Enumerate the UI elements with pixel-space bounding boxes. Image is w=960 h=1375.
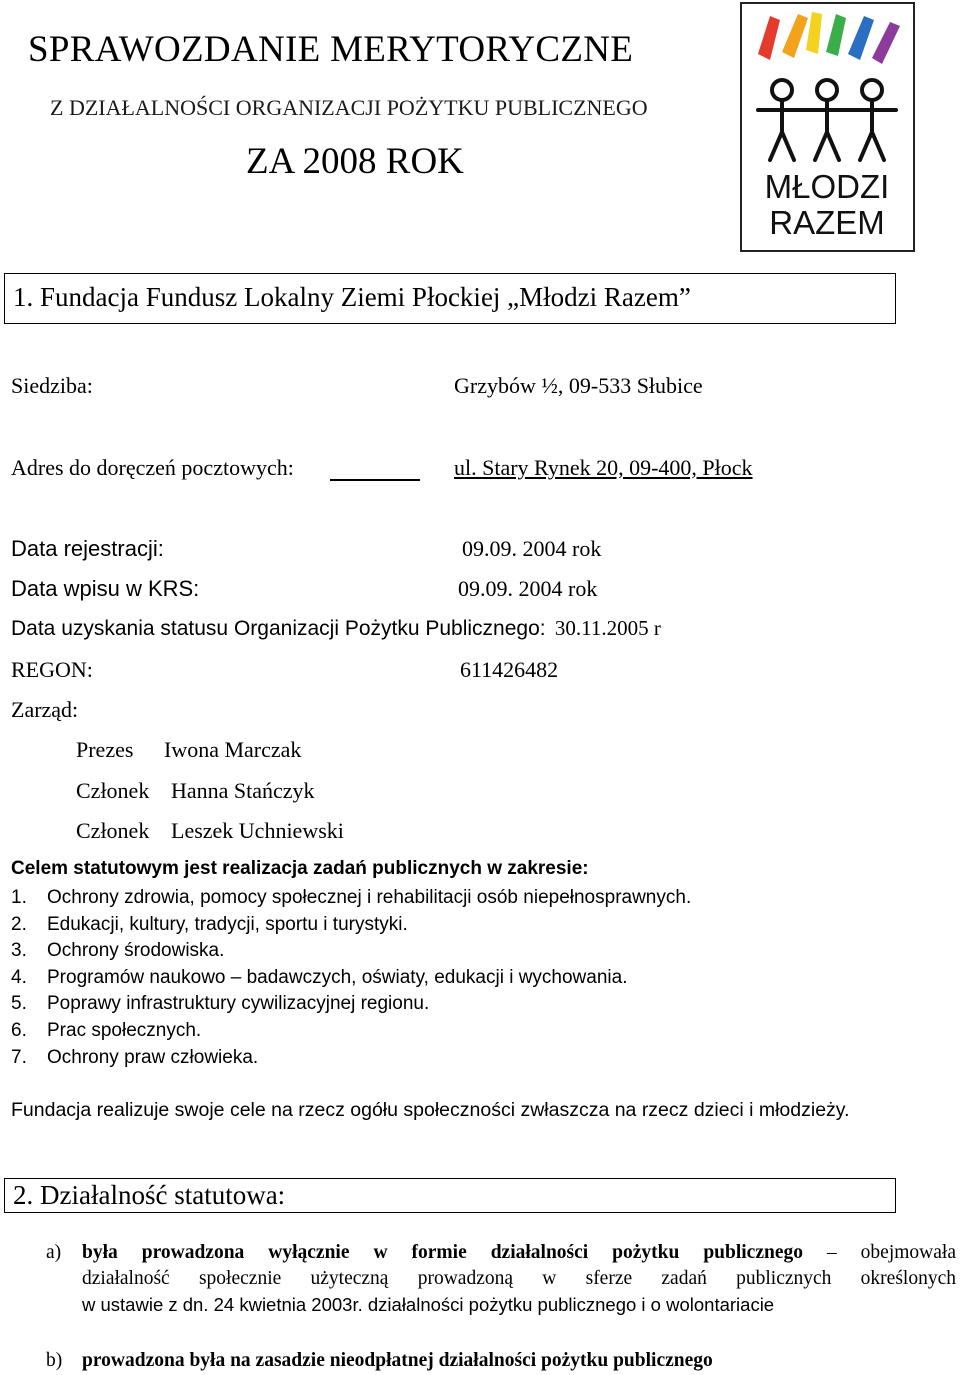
item-a-marker: a): [46, 1242, 62, 1263]
goals-summary: Fundacja realizuje swoje cele na rzecz ogółu społeczności zwłaszcza na rzecz dzieci i młodzieży.: [11, 1099, 850, 1121]
board-name-2: Hanna Stańczyk: [171, 778, 315, 803]
board-label: Zarząd:: [11, 697, 79, 722]
board-role-1: Prezes: [76, 737, 134, 762]
item-a-line2: działalność społecznie użyteczną prowadzoną w sferze zadań publicznych określonych: [82, 1268, 956, 1289]
item-b-marker: b): [46, 1350, 63, 1371]
report-title: SPRAWOZDANIE MERYTORYCZNE: [28, 29, 634, 70]
krs-label: Data wpisu w KRS:: [11, 576, 200, 601]
board-name-1: Iwona Marczak: [164, 737, 302, 762]
registration-label: Data rejestracji:: [11, 536, 164, 561]
list-item: 6. Prac społecznych.: [11, 1019, 202, 1041]
goals-list: [11, 885, 691, 1071]
section2-heading: 2. Działalność statutowa:: [4, 1178, 896, 1213]
item-a-line1: [82, 1240, 956, 1267]
item-a-line3: w ustawie z dn. 24 kwietnia 2003r. działalności pożytku publicznego i o wolontariacie: [82, 1294, 775, 1315]
postal-label: Adres do doręczeń pocztowych:: [11, 455, 294, 480]
opp-label: Data uzyskania statusu Organizacji Pożytku Publicznego:: [11, 617, 546, 640]
report-year: ZA 2008 ROK: [246, 141, 464, 182]
opp-value: 30.11.2005 r: [554, 616, 661, 640]
item-a-rest: – obejmowała: [803, 1242, 956, 1263]
board-role-2: Członek: [76, 778, 150, 803]
board-role-3: Członek: [76, 818, 150, 843]
board-name-3: Leszek Uchniewski: [171, 818, 344, 843]
list-item: 7. Ochrony praw człowieka.: [11, 1046, 259, 1068]
logo-text-mlodzi: MŁODZI: [764, 168, 890, 205]
mlodzi-razem-logo: [740, 2, 915, 252]
krs-value: 09.09. 2004 rok: [458, 576, 598, 601]
logo-text-razem: RAZEM: [769, 204, 885, 241]
list-item: 4. Programów naukowo – badawczych, oświaty, edukacji i wychowania.: [11, 966, 628, 988]
item-b-text: prowadzona była na zasadzie nieodpłatnej działalności pożytku publicznego: [82, 1350, 713, 1371]
postal-value: ul. Stary Rynek 20, 09-400, Płock: [454, 455, 753, 480]
list-item: 2. Edukacji, kultury, tradycji, sportu i turystyki.: [11, 913, 408, 935]
regon-value: 611426482: [460, 657, 559, 682]
report-subtitle: Z DZIAŁALNOŚCI ORGANIZACJI POŻYTKU PUBLICZNEGO: [50, 95, 648, 120]
opp-row: [11, 616, 661, 641]
section1-heading: 1. Fundacja Fundusz Lokalny Ziemi Płockiej „Młodzi Razem”: [4, 273, 896, 324]
item-a-bold: była prowadzona wyłącznie w formie działalności pożytku publicznego: [82, 1242, 803, 1263]
goals-heading: Celem statutowym jest realizacja zadań publicznych w zakresie:: [11, 858, 589, 879]
regon-label: REGON:: [11, 657, 93, 682]
seat-label: Siedziba:: [11, 373, 93, 398]
list-item: 5. Poprawy infrastruktury cywilizacyjnej regionu.: [11, 993, 430, 1015]
seat-value: Grzybów ½, 09-533 Słubice: [454, 373, 703, 398]
postal-underline: [330, 479, 420, 481]
list-item: 1. Ochrony zdrowia, pomocy społecznej i rehabilitacji osób niepełnosprawnych.: [11, 887, 692, 908]
list-item: 3. Ochrony środowiska.: [11, 940, 225, 962]
registration-value: 09.09. 2004 rok: [462, 536, 602, 561]
